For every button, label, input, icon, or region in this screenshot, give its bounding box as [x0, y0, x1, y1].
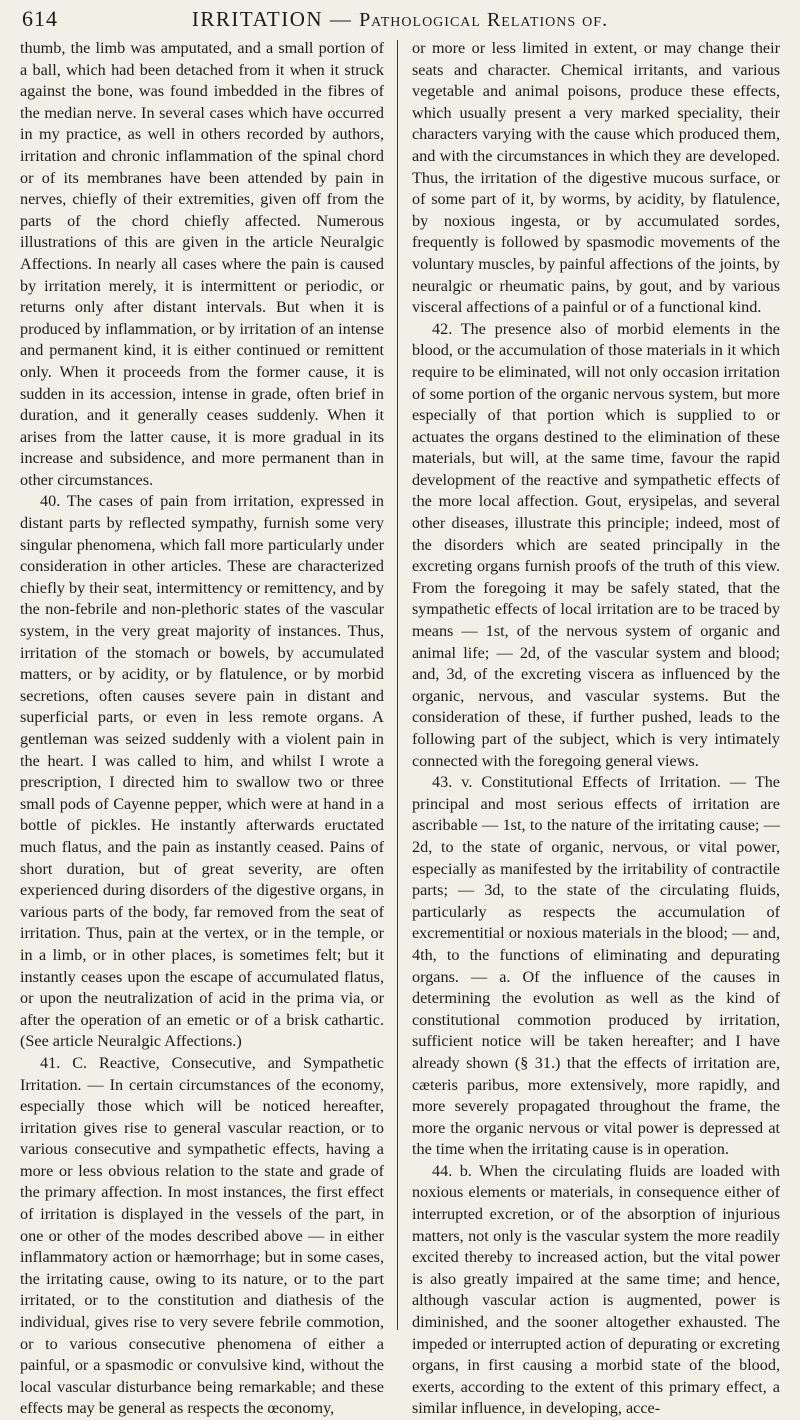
running-title-sub: Pathological Relations of. — [359, 9, 609, 31]
column-divider — [397, 40, 398, 1330]
running-title-main: IRRITATION — [191, 7, 324, 31]
paragraph-44: 44. b. When the circulating fluids are loaded with noxious elements or materials, in consequence either of interrupted excretion, or of the absorption of injurious matters, not only is the vascular system the more readily excited thereby to increased action, but the vital power is also greatly impaired at the same time; and hence, although vascular action is augmented, power is diminished, and the sooner altogether exhausted. The impeded or interrupted action of depurating or excreting organs, in first causing a morbid state of the blood, exerts, according to the extent of this primary effect, a similar influence, in developing, acce- — [412, 1161, 780, 1418]
paragraph-continued: thumb, the limb was amputated, and a small portion of a ball, which had been detached from it when it struck against the bone, was found imbedded in the fibres of the median nerve. In several cases which have occurred in my practice, as well in others recorded by authors, irritation and chronic inflammation of the spinal chord or of its membranes have been attended by pain in nerves, chiefly of their extremities, given off from the parts of the chord chiefly affected. Numerous illustrations of this are given in the article Neuralgic Affections. In nearly all cases where the pain is caused by irritation merely, it is intermittent or periodic, or returns only after distant intervals. But when it is produced by inflammation, or by irritation of an intense and permanent kind, it is either continued or remittent only. When it proceeds from the former cause, it is sudden in its accession, intense in grade, often brief in duration, and it generally ceases suddenly. When it arises from the latter cause, it is more gradual in its increase and subsidence, and more permanent than in other circumstances. — [20, 39, 384, 489]
running-title — [102, 7, 778, 32]
paragraph-43: 43. v. Constitutional Effects of Irritation. — The principal and most serious effects of irritation are ascribable — 1st, to the nature of the irritating cause; — 2d, to the state of organic, nervous, or vital power, especially as manifested by the irritability of contractile parts; — 3d, to the state of the circulating fluids, particularly as respects the accumulation of excrementitial or noxious materials in the blood; — and, 4th, to the functions of eliminating and depurating organs. — a. Of the influence of the causes in determining the evolution as well as the kind of constitutional commotion produced by irritation, sufficient notice will be taken hereafter; and I have already shown (§ 31.) that the effects of irritation are, cæteris paribus, more extensively, more rapidly, and more severely propagated throughout the frame, the more the organic nervous or vital power is depressed at the time when the irritating cause is in operation. — [412, 773, 780, 1159]
page-number: 614 — [22, 6, 58, 31]
paragraph-42: 42. The presence also of morbid elements in the blood, or the accumulation of those materials in it which require to be eliminated, will not only occasion irritation of some portion of the organic nervous system, but more especially of that portion which is supplied to or actuates the organs destined to the elimination of these materials, but will, at the same time, favour the rapid development of the reactive and sympathetic effects of the more local affection. Gout, erysipelas, and several other diseases, illustrate this principle; indeed, most of the disorders which are seated principally in the excreting organs furnish proofs of the truth of this view. From the foregoing it may be safely stated, that the sympathetic effects of local irritation are to be traced by means — 1st, of the nervous system of organic and animal life; — 2d, of the vascular system and blood; and, 3d, of the excreting viscera as influenced by the organic, nervous, and vascular systems. But the consideration of these, if further pushed, leads to the following part of the subject, which is very intimately connected with the foregoing general views. — [412, 319, 780, 770]
left-column — [20, 38, 384, 1418]
right-column — [412, 38, 780, 1418]
running-header — [22, 6, 778, 36]
paragraph-40: 40. The cases of pain from irritation, expressed in distant parts by reflected sympathy, furnish some very singular phenomena, which fall more particularly under consideration in other articles. These are characterized chiefly by their seat, intermittency or remittency, and by the non-febrile and non-plethoric states of the vascular system, in the very great majority of instances. Thus, irritation of the stomach or bowels, by accumulated matters, or by acidity, or by flatulence, or by morbid secretions, often causes severe pain in distant and superficial parts, or even in less remote organs. A gentleman was seized suddenly with a violent pain in the heart. I was called to him, and whilst I wrote a prescription, I directed him to swallow two or three small pods of Cayenne pepper, which were at hand in a bottle of pickles. He instantly afterwards eructated much flatus, and the pain as instantly ceased. Pains of short duration, but of great severity, are often experienced during disorders of the digestive organs, in various parts of the body, far removed from the seat of irritation. Thus, pain at the vertex, or in the temple, or in a limb, or in other places, is sometimes felt; but it instantly ceases upon the escape of accumulated flatus, or upon the neutralization of acid in the prima via, or after the operation of an emetic or of a brisk cathartic. (See article Neuralgic Affections.) — [20, 492, 384, 1051]
running-title-dash: — — [323, 7, 360, 31]
paragraph-41: 41. C. Reactive, Consecutive, and Sympathetic Irritation. — In certain circumstances of the economy, especially those which will be noticed hereafter, irritation gives rise to general vascular reaction, or to various consecutive and sympathetic effects, having a more or less obvious relation to the state and grade of the primary affection. In most instances, the first effect of irritation is displayed in the vessels of the part, in one or other of the modes described above — in either inflammatory action or hæmorrhage; but in some cases, the irritating cause, owing to its nature, or to the part irritated, or to the constitution and diathesis of the individual, gives rise to very severe febrile commotion, or to various consecutive phenomena of either a painful, or a spasmodic or convulsive kind, without the local vascular disturbance being remarkable; and these effects may be general as respects the œconomy, — [20, 1053, 384, 1418]
paragraph-41-continued: or more or less limited in extent, or may change their seats and character. Chemical irritants, and various vegetable and animal poisons, produce these effects, which usually present a very marked speciality, their characters varying with the cause which produced them, and with the circumstances in which they are developed. Thus, the irritation of the digestive mucous surface, or of some part of it, by worms, by acidity, by flatulence, by noxious ingesta, or by accumulated sordes, frequently is followed by spasmodic movements of the voluntary muscles, by painful affections of the joints, by neuralgic or rheumatic pains, by gout, and by various visceral affections of a painful or of a functional kind. — [412, 39, 780, 317]
